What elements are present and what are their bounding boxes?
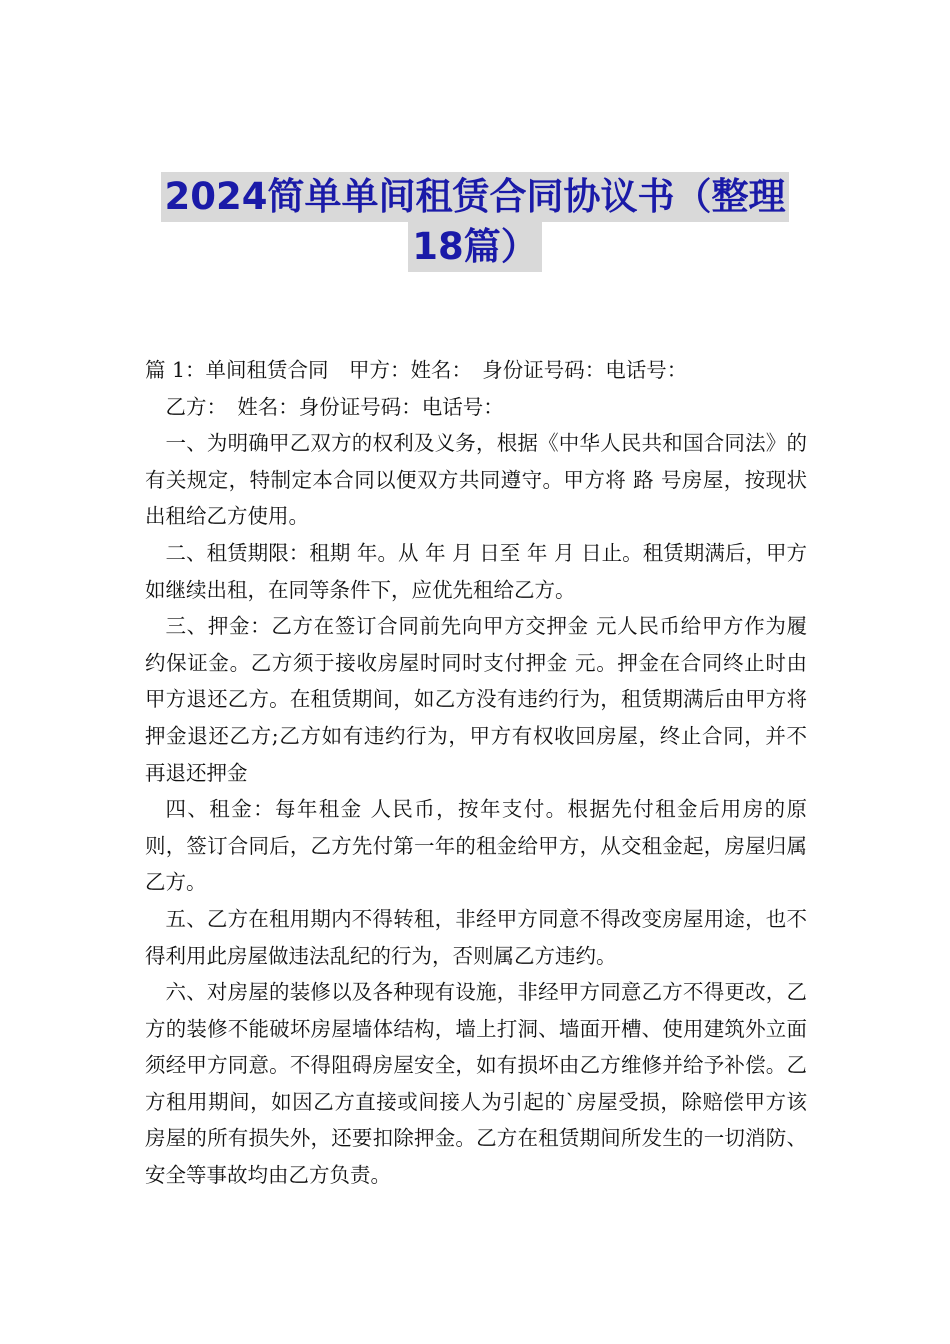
paragraph-party-b: 乙方： 姓名：身份证号码：电话号：	[165, 394, 504, 419]
paragraph-clause-2: 二、租赁期限：租期 年。从 年 月 日至 年 月 日止。租赁期满后，甲方如继续出租，在同等条件下，应优先租给乙方。	[145, 540, 807, 602]
paragraph-clause-3: 三、押金：乙方在签订合同前先向甲方交押金 元人民币给甲方作为履约保证金。乙方须于接收房屋时同时支付押金 元。押金在合同终止时由甲方退还乙方。在租赁期间，如乙方没有违约行为，租赁期满后由甲方将押金退还乙方;乙方如有违约行为，甲方有权收回房屋，终止合同，并不再退还押金	[145, 614, 807, 785]
document-title	[120, 172, 830, 272]
title-line-2: 18篇）	[408, 222, 542, 272]
paragraph-clause-4: 四、租金：每年租金 人民币，按年支付。根据先付租金后用房的原则，签订合同后，乙方先付第一年的租金给甲方，从交租金起，房屋归属乙方。	[145, 797, 807, 895]
paragraph-clause-5: 五、乙方在租用期内不得转租，非经甲方同意不得改变房屋用途，也不得利用此房屋做违法乱纪的行为，否则属乙方违约。	[145, 906, 807, 968]
paragraph-clause-1: 一、为明确甲乙双方的权利及义务，根据《中华人民共和国合同法》的有关规定，特制定本合同以便双方共同遵守。甲方将 路 号房屋，按现状出租给乙方使用。	[145, 431, 807, 529]
title-line-1: 2024简单单间租赁合同协议书（整理	[161, 172, 790, 222]
paragraph-clause-6: 六、对房屋的装修以及各种现有设施，非经甲方同意乙方不得更改，乙方的装修不能破坏房屋墙体结构，墙上打洞、墙面开槽、使用建筑外立面须经甲方同意。不得阻碍房屋安全，如有损坏由乙方维修并给予补偿。乙方租用期间，如因乙方直接或间接人为引起的`房屋受损，除赔偿甲方该房屋的所有损失外，还要扣除押金。乙方在租赁期间所发生的一切消防、安全等事故均由乙方负责。	[145, 980, 807, 1188]
paragraph-header: 篇 1：单间租赁合同 甲方：姓名： 身份证号码：电话号：	[145, 358, 688, 382]
document-body	[145, 352, 807, 1194]
